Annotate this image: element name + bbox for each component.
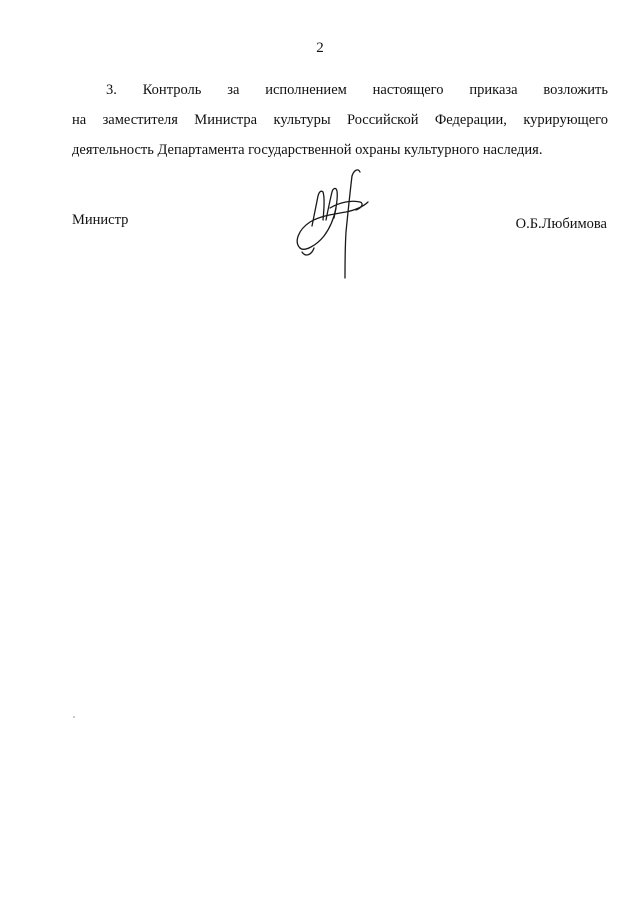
scan-speck [73,716,75,718]
signature-block [0,0,640,300]
paragraph-line: 3. Контроль за исполнением настоящего приказа возложить [106,82,608,98]
paragraph-line: на заместителя Министра культуры Российской Федерации, курирующего [72,112,608,128]
paragraph-line: деятельность Департамента государственной охраны культурного наследия. [72,142,543,158]
handwritten-signature [290,162,380,282]
signer-title: Министр [72,212,129,228]
signer-name: О.Б.Любимова [515,216,607,232]
page-number: 2 [316,40,324,56]
